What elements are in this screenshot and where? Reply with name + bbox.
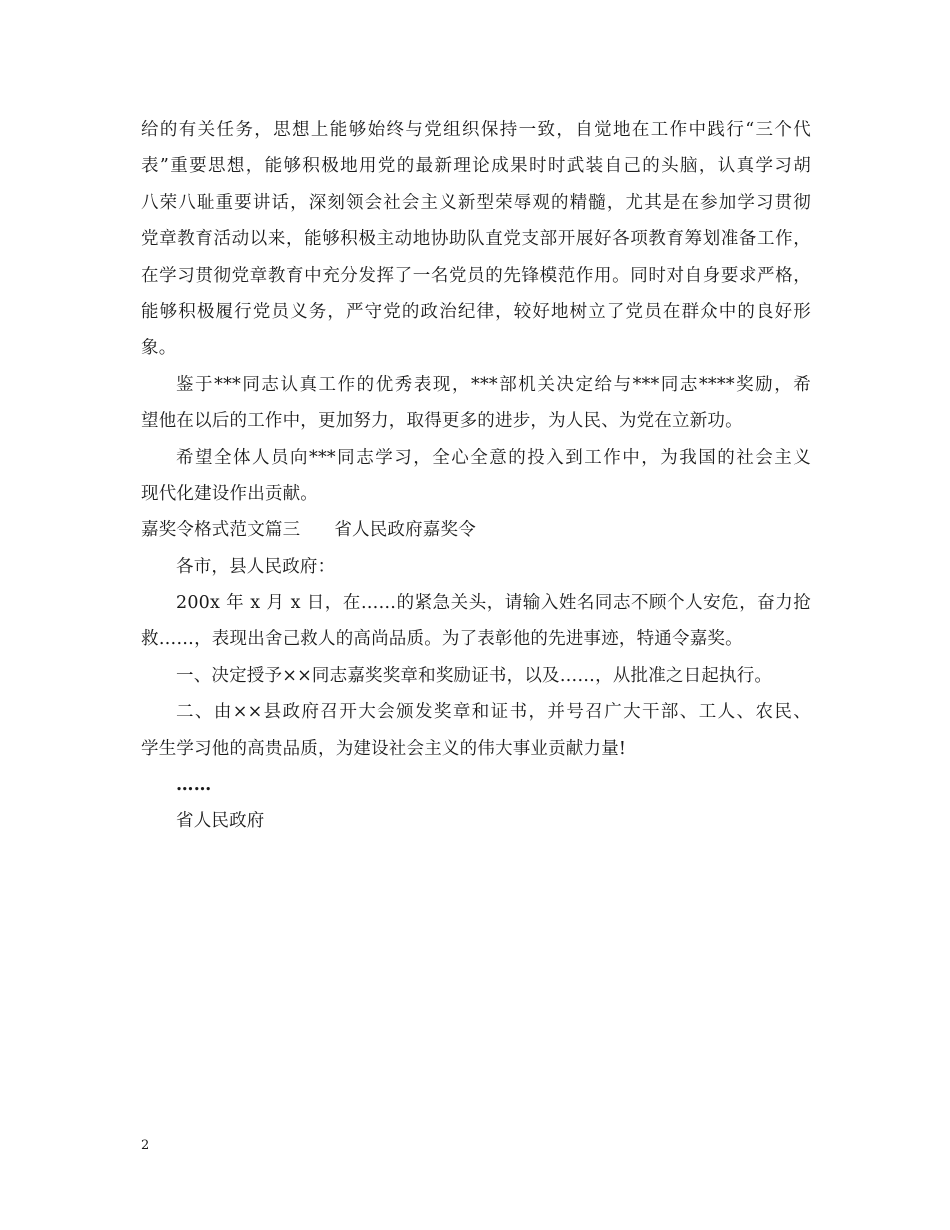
paragraph-line: 能够积极履行党员义务，严守党的政治纪律，较好地树立了党员在群众中的良好形 <box>141 301 811 322</box>
paragraph-line: 在学习贯彻党章教育中充分发挥了一名党员的先锋模范作用。同时对自身要求严格， <box>141 265 811 286</box>
paragraph-line: 望他在以后的工作中，更加努力，取得更多的进步，为人民、为党在立新功。 <box>141 411 743 432</box>
paragraph-line: 党章教育活动以来，能够积极主动地协助队直党支部开展好各项教育筹划准备工作， <box>141 229 811 250</box>
section-title <box>141 512 811 548</box>
paragraph-line: 八荣八耻重要讲话，深刻领会社会主义新型荣辱观的精髓，尤其是在参加学习贯彻 <box>141 192 811 213</box>
salutation: 各市，县人民政府： <box>176 556 336 577</box>
paragraph-line: 给的有关任务，思想上能够始终与党组织保持一致，自觉地在工作中践行“三个代 <box>141 120 811 140</box>
page-number: 2 <box>141 1138 150 1153</box>
paragraph-line: 象。 <box>141 338 177 359</box>
paragraph-line: 200x 年 x 月 x 日，在……的紧急关头，请输入姓名同志不顾个人安危，奋力抢 <box>176 593 811 614</box>
paragraph-line: 鉴于***同志认真工作的优秀表现，***部机关决定给与***同志****奖励，希 <box>176 374 811 395</box>
paragraph-line: 现代化建设作出贡献。 <box>141 483 318 504</box>
paragraph-line: 希望全体人员向***同志学习，全心全意的投入到工作中，为我国的社会主义 <box>176 447 811 468</box>
paragraph-line: 救……，表现出舍己救人的高尚品质。为了表彰他的先进事迹，特通令嘉奖。 <box>141 629 743 650</box>
section-title-main: 嘉奖令格式范文篇三 <box>141 520 301 541</box>
paragraph-line: 表”重要思想，能够积极地用党的最新理论成果时时武装自己的头脑，认真学习胡 <box>141 156 811 177</box>
paragraph-line: 二、由××县政府召开大会颁发奖章和证书，并号召广大干部、工人、农民、 <box>176 702 811 723</box>
paragraph-line: 一、决定授予××同志嘉奖奖章和奖励证书，以及……，从批准之日起执行。 <box>176 665 773 686</box>
document-body <box>141 112 811 840</box>
ellipsis-line: …… <box>176 775 212 796</box>
signature-line: 省人民政府 <box>176 811 265 832</box>
section-title-sub: 省人民政府嘉奖令 <box>334 520 476 541</box>
paragraph-line: 学生学习他的高贵品质，为建设社会主义的伟大事业贡献力量! <box>141 738 627 759</box>
